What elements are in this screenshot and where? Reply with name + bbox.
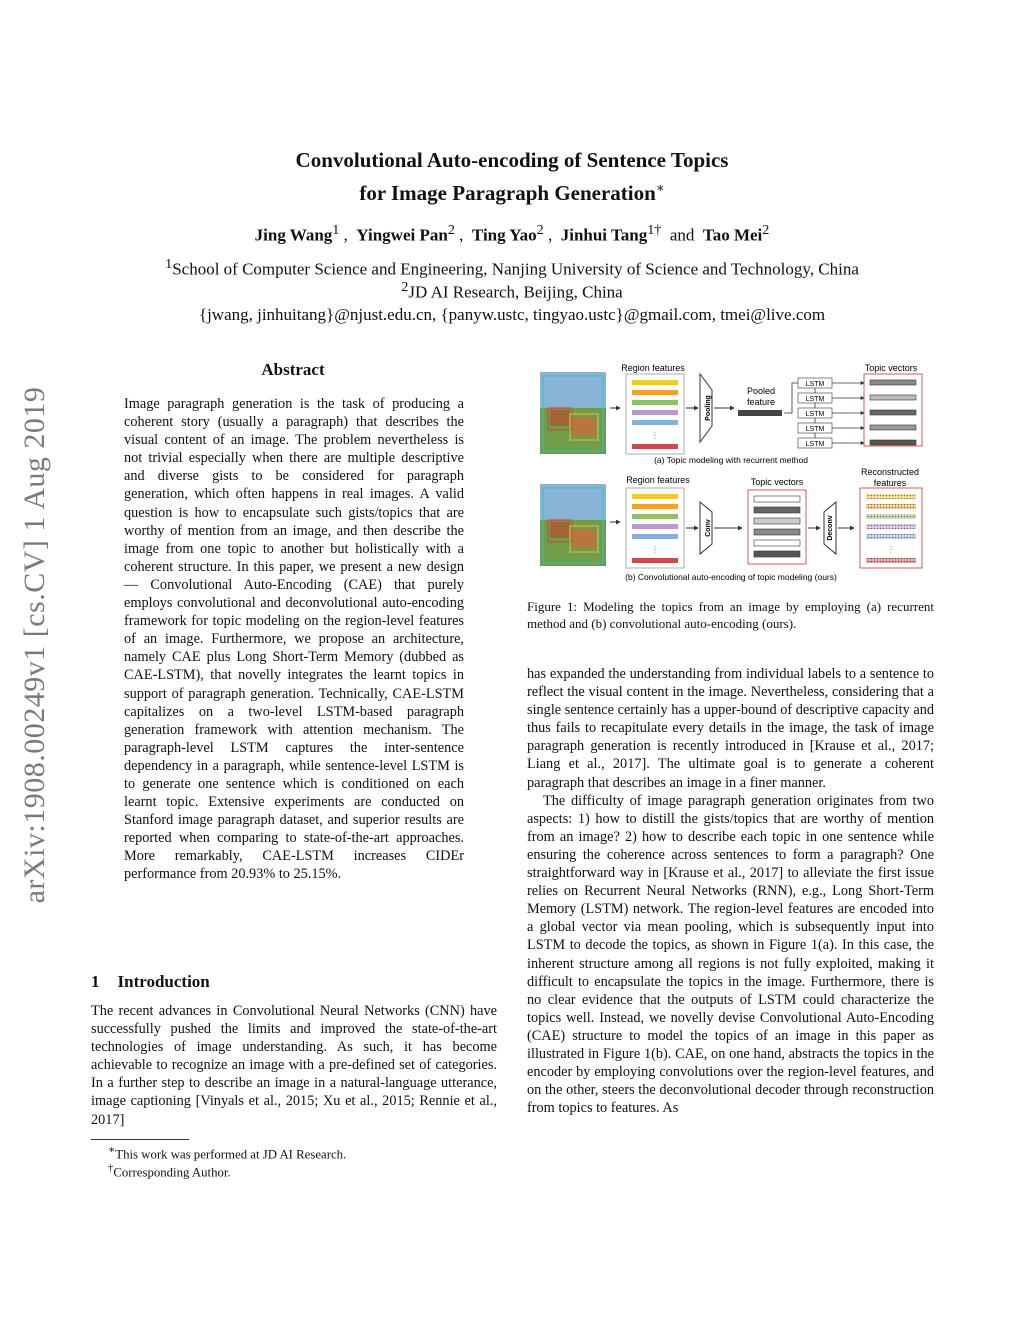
topic-vectors-label-b: Topic vectors bbox=[750, 477, 804, 487]
topic-vector-bar bbox=[870, 425, 916, 430]
pooled-feature-label-1: Pooled bbox=[746, 386, 776, 396]
footnote-2: †Corresponding Author. bbox=[108, 1163, 231, 1180]
region-feature-bar bbox=[632, 410, 678, 415]
right-column-text bbox=[527, 665, 934, 1117]
figure-caption: Figure 1: Modeling the topics from an image by employing (a) recurrent method and (b) convolutional auto-encoding (ours). bbox=[527, 599, 934, 631]
region-feature-bar bbox=[632, 494, 678, 499]
region-feature-bar bbox=[632, 524, 678, 529]
pooled-feature-bar bbox=[738, 410, 782, 416]
lstm-label: LSTM bbox=[805, 381, 825, 388]
lstm-label: LSTM bbox=[805, 411, 825, 418]
footnote-rule bbox=[91, 1139, 189, 1140]
topic-vector-bar bbox=[754, 540, 800, 546]
lstm-stack bbox=[784, 378, 864, 448]
section-title: Introduction bbox=[117, 972, 210, 991]
paragraph: has expanded the understanding from individual labels to a sentence to reflect the visual content in the image. Nevertheless, considering that a single sentence certainly has a upper-bound of descriptive capacity and thus fails to recapitulate every details in the image, the task of image paragraph generation is recently introduced in [Krause et al., 2017; Liang et al., 2017]. The ultimate goal is to generate a coherent paragraph that describes an image in a finer manner. bbox=[527, 666, 934, 791]
reconstructed-hatch bbox=[866, 514, 916, 519]
figure-b-caption: (b) Convolutional auto-encoding of topic modeling (ours) bbox=[625, 572, 837, 582]
region-feature-bars-a bbox=[632, 380, 678, 449]
region-feature-bar bbox=[632, 534, 678, 539]
topic-vector-bar bbox=[870, 395, 916, 400]
section-number: 1 bbox=[91, 972, 100, 991]
arrow-icon bbox=[784, 383, 798, 413]
intro-text: The recent advances in Convolutional Neural Networks (CNN) have successfully pushed the limits and improved the state-of-the-art technologies of image understanding. As such, it has become achievable to recognize an image with a pre-defined set of categories. In a further step to describe an image in a natural-language utterance, image captioning [Vinyals et al., 2015; Xu et al., 2015; Rennie et al., 2017] bbox=[91, 1003, 497, 1128]
input-image-a bbox=[540, 372, 606, 454]
reconstructed-label-2: features bbox=[873, 478, 907, 488]
paper-title bbox=[0, 146, 1024, 207]
title-line-2: for Image Paragraph Generation∗ bbox=[359, 180, 665, 205]
paragraph: The difficulty of image paragraph generation originates from two aspects: 1) how to distill the gists/topics that are worthy of mention from an image? 2) how to describe each topic in one sentence while ensuring the coherence across sentences to form a paragraph? One straightforward way in [Krause et al., 2017] to alleviate the first issue relies on Recurrent Neural Networks (RNN), e.g., Long Short-Term Memory (LSTM) network. The region-level features are encoded into a global vector via mean pooling, which is subsequently input into LSTM to decode the topics, as shown in Figure 1(a). In this case, the inherent structure among all regions is not fully exploited, making it difficult to encapsulate the topics in the image. Furthermore, there is no clear evidence that the outputs of LSTM could characterize the topics well. Instead, we novelly devise Convolutional Auto-Encoding (CAE) structure to model the topics of an image in this paper as illustrated in Figure 1(b). CAE, on one hand, abstracts the topics in the encoder by employing convolutions over the region-level features, and on the other, steers the deconvolutional decoder through reconstruction from topics to features. As bbox=[527, 792, 934, 1117]
topic-vector-bars-b bbox=[754, 496, 800, 557]
reconstructed-hatch bbox=[866, 504, 916, 509]
affiliation-2: $^2$JD AI Research, Beijing, China bbox=[401, 279, 623, 302]
author-list: Jing Wang$^1$ , Yingwei Pan$^2$ , Ting Yao$^2$ , Jinhui Tang$^{1\dagger}$ and Tao Mei$^2$ bbox=[254, 222, 770, 245]
region-feature-bar bbox=[632, 514, 678, 519]
and-word: and bbox=[669, 225, 695, 245]
topic-vector-bar bbox=[754, 507, 800, 513]
topic-vector-bar bbox=[754, 551, 800, 557]
figure-a-caption: (a) Topic modeling with recurrent method bbox=[654, 455, 808, 465]
topic-vector-bar bbox=[870, 380, 916, 385]
author-name: Yingwei Pan bbox=[356, 225, 448, 245]
deconv-label: Deconv bbox=[827, 515, 834, 541]
reconstructed-hatch bbox=[866, 558, 916, 563]
reconstructed-hatch bbox=[866, 524, 916, 529]
lstm-label: LSTM bbox=[805, 426, 825, 433]
author-sup: 2 bbox=[536, 222, 544, 238]
author-name: Jinhui Tang bbox=[560, 225, 648, 245]
lstm-label: LSTM bbox=[805, 441, 825, 448]
ellipsis-icon: ⋮ bbox=[887, 545, 895, 554]
region-feature-bar bbox=[632, 504, 678, 509]
abstract-heading: Abstract bbox=[261, 360, 325, 379]
region-feature-bar bbox=[632, 444, 678, 449]
region-feature-bar bbox=[632, 380, 678, 385]
topic-vector-bar bbox=[754, 496, 800, 502]
ellipsis-icon: ⋮ bbox=[651, 431, 659, 440]
section-heading bbox=[91, 972, 210, 992]
region-feature-bar bbox=[632, 420, 678, 425]
region-feature-bars-b bbox=[632, 494, 678, 563]
arxiv-identifier: arXiv:1908.00249v1 [cs.CV] 1 Aug 2019 bbox=[18, 386, 51, 904]
region-feature-bar bbox=[632, 390, 678, 395]
author-name: Ting Yao bbox=[471, 225, 537, 245]
figure-1 bbox=[528, 356, 934, 592]
pooling-label: Pooling bbox=[705, 395, 712, 421]
author-sup: 1 bbox=[332, 222, 340, 238]
reconstructed-label-1: Reconstructed bbox=[860, 467, 920, 477]
reconstructed-feature-bars bbox=[866, 494, 916, 563]
abstract-text: Image paragraph generation is the task of producing a coherent story (usually a paragraph) that describes the visual content of an image. The problem nevertheless is not trivial especially when there are multiple descriptive and diverse gists to be considered for paragraph generation, which often happens in real images. A valid question is how to encapsulate such gists/topics that are worthy of mention from an image, and then describe the image from one topic to another but holistically with a coherent structure. In this paper, we present a new design — Convolutional Auto-Encoding (CAE) that purely employs convolutional and deconvolutional auto-encoding framework for topic modeling on the region-level features of an image. Furthermore, we propose an architecture, namely CAE plus Long Short-Term Memory (dubbed as CAE-LSTM), that novelly integrates the learnt topics in support of paragraph generation. Technically, CAE-LSTM capitalizes on a two-level LSTM-based paragraph generation framework with attention mechanism. The paragraph-level LSTM captures the inter-sentence dependency in a paragraph, while sentence-level LSTM is to generate one sentence which is conditioned on each learnt topic. Extensive experiments are conducted on Stanford image paragraph dataset, and superior results are reported when comparing to state-of-the-art approaches. More remarkably, CAE-LSTM increases CIDEr performance from 20.93% to 25.15%. bbox=[124, 396, 464, 883]
footnote-1: ∗This work was performed at JD AI Research. bbox=[108, 1145, 347, 1162]
conv-label: Conv bbox=[705, 519, 712, 537]
author-emails: {jwang, jinhuitang}@njust.edu.cn, {panyw.ustc, tingyao.ustc}@gmail.com, tmei@live.com bbox=[198, 305, 826, 324]
region-feature-bar bbox=[632, 400, 678, 405]
author-sup: 2 bbox=[447, 222, 455, 238]
author-sup: 2 bbox=[762, 222, 770, 238]
topic-vector-bar bbox=[870, 440, 916, 445]
input-image-b bbox=[540, 484, 606, 566]
region-features-label-a: Region features bbox=[621, 363, 685, 373]
topic-vector-bar bbox=[754, 529, 800, 535]
topic-vector-bars-a bbox=[870, 380, 916, 445]
topic-vector-bar bbox=[754, 518, 800, 524]
author-name: Tao Mei bbox=[702, 225, 763, 245]
region-features-label-b: Region features bbox=[626, 475, 690, 485]
lstm-label: LSTM bbox=[805, 396, 825, 403]
ellipsis-icon: ⋮ bbox=[651, 545, 659, 554]
region-feature-bar bbox=[632, 558, 678, 563]
pooled-feature-label-2: feature bbox=[746, 397, 776, 407]
reconstructed-hatch bbox=[866, 534, 916, 539]
author-sup: 1† bbox=[647, 222, 662, 238]
title-line-1: Convolutional Auto-encoding of Sentence Topics bbox=[295, 148, 729, 172]
reconstructed-hatch bbox=[866, 494, 916, 499]
author-name: Jing Wang bbox=[254, 225, 333, 245]
topic-vectors-label-a: Topic vectors bbox=[864, 363, 918, 373]
topic-vector-bar bbox=[870, 410, 916, 415]
affiliation-1: $^1$School of Computer Science and Engineering, Nanjing University of Science and Technology, China bbox=[165, 256, 859, 279]
